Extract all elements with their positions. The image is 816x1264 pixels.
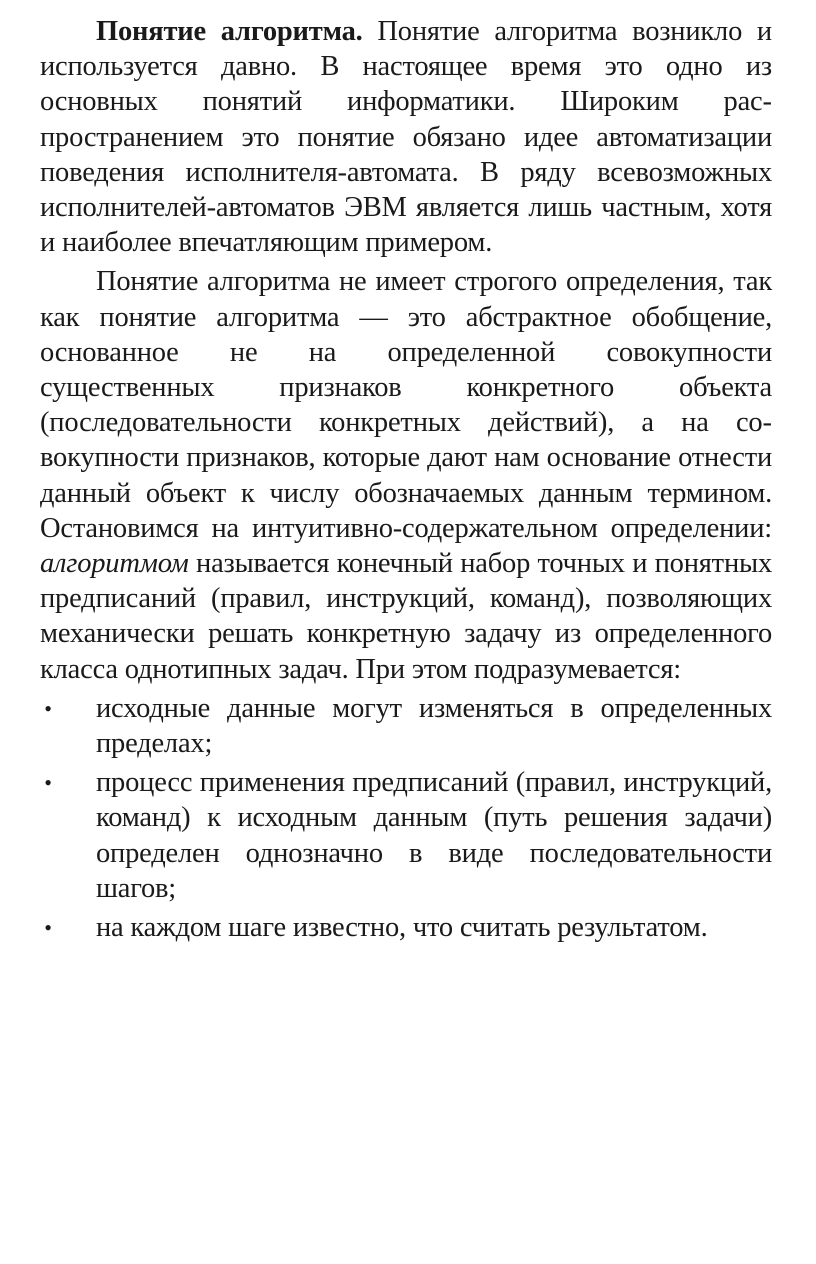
document-page [40,14,772,949]
paragraph-definition [40,264,772,686]
paragraph-text-before: Понятие алгоритма не имеет строгого определения, так как понятие алгоритма — это абстрактное обобщение, основанное не на определенной совокупности существенных признаков конкретного объекта (последовательности конкретных действий), а на совокупности признаков, которые дают нам основание отнести данный объект к числу обозначаемых данным термином. Остановимся на интуитивно-содержательном определении: [40,266,772,544]
bullet-icon: • [44,770,52,796]
bullet-list [40,691,772,945]
list-item [40,910,772,945]
paragraph-algorithm-concept [40,14,772,260]
list-item [40,691,772,761]
list-item [40,765,772,906]
list-item-text: исходные данные могут изменяться в определенных пределах; [96,692,772,760]
paragraph-text-after: называется конечный набор точных и понятных предписаний (правил, инструкций, команд), позволяющих механически решать конкретную задачу из определенного класса однотипных задач. При этом подразумевается: [40,548,772,685]
list-item-text: процесс применения предписаний (правил, инструкций, команд) к исходным данным (путь решения задачи) определен однозначно в виде последовательности шагов; [96,767,772,904]
bullet-icon: • [44,695,52,721]
italic-term: алгоритмом [40,548,189,580]
paragraph-term-bold: Понятие алгоритма. [96,16,363,47]
paragraph-text: Понятие алгоритма возникло и используется давно. В настоящее время это одно из основных понятий информатики. Широким распространением это понятие обязано идее автоматизации поведения исполнителя-автомата. В ряду всевозможных исполнителей-автоматов ЭВМ является лишь частным, хотя и наиболее впечатляющим примером. [40,16,772,259]
list-item-text: на каждом шаге известно, что считать результатом. [96,912,708,944]
bullet-icon: • [44,915,52,941]
